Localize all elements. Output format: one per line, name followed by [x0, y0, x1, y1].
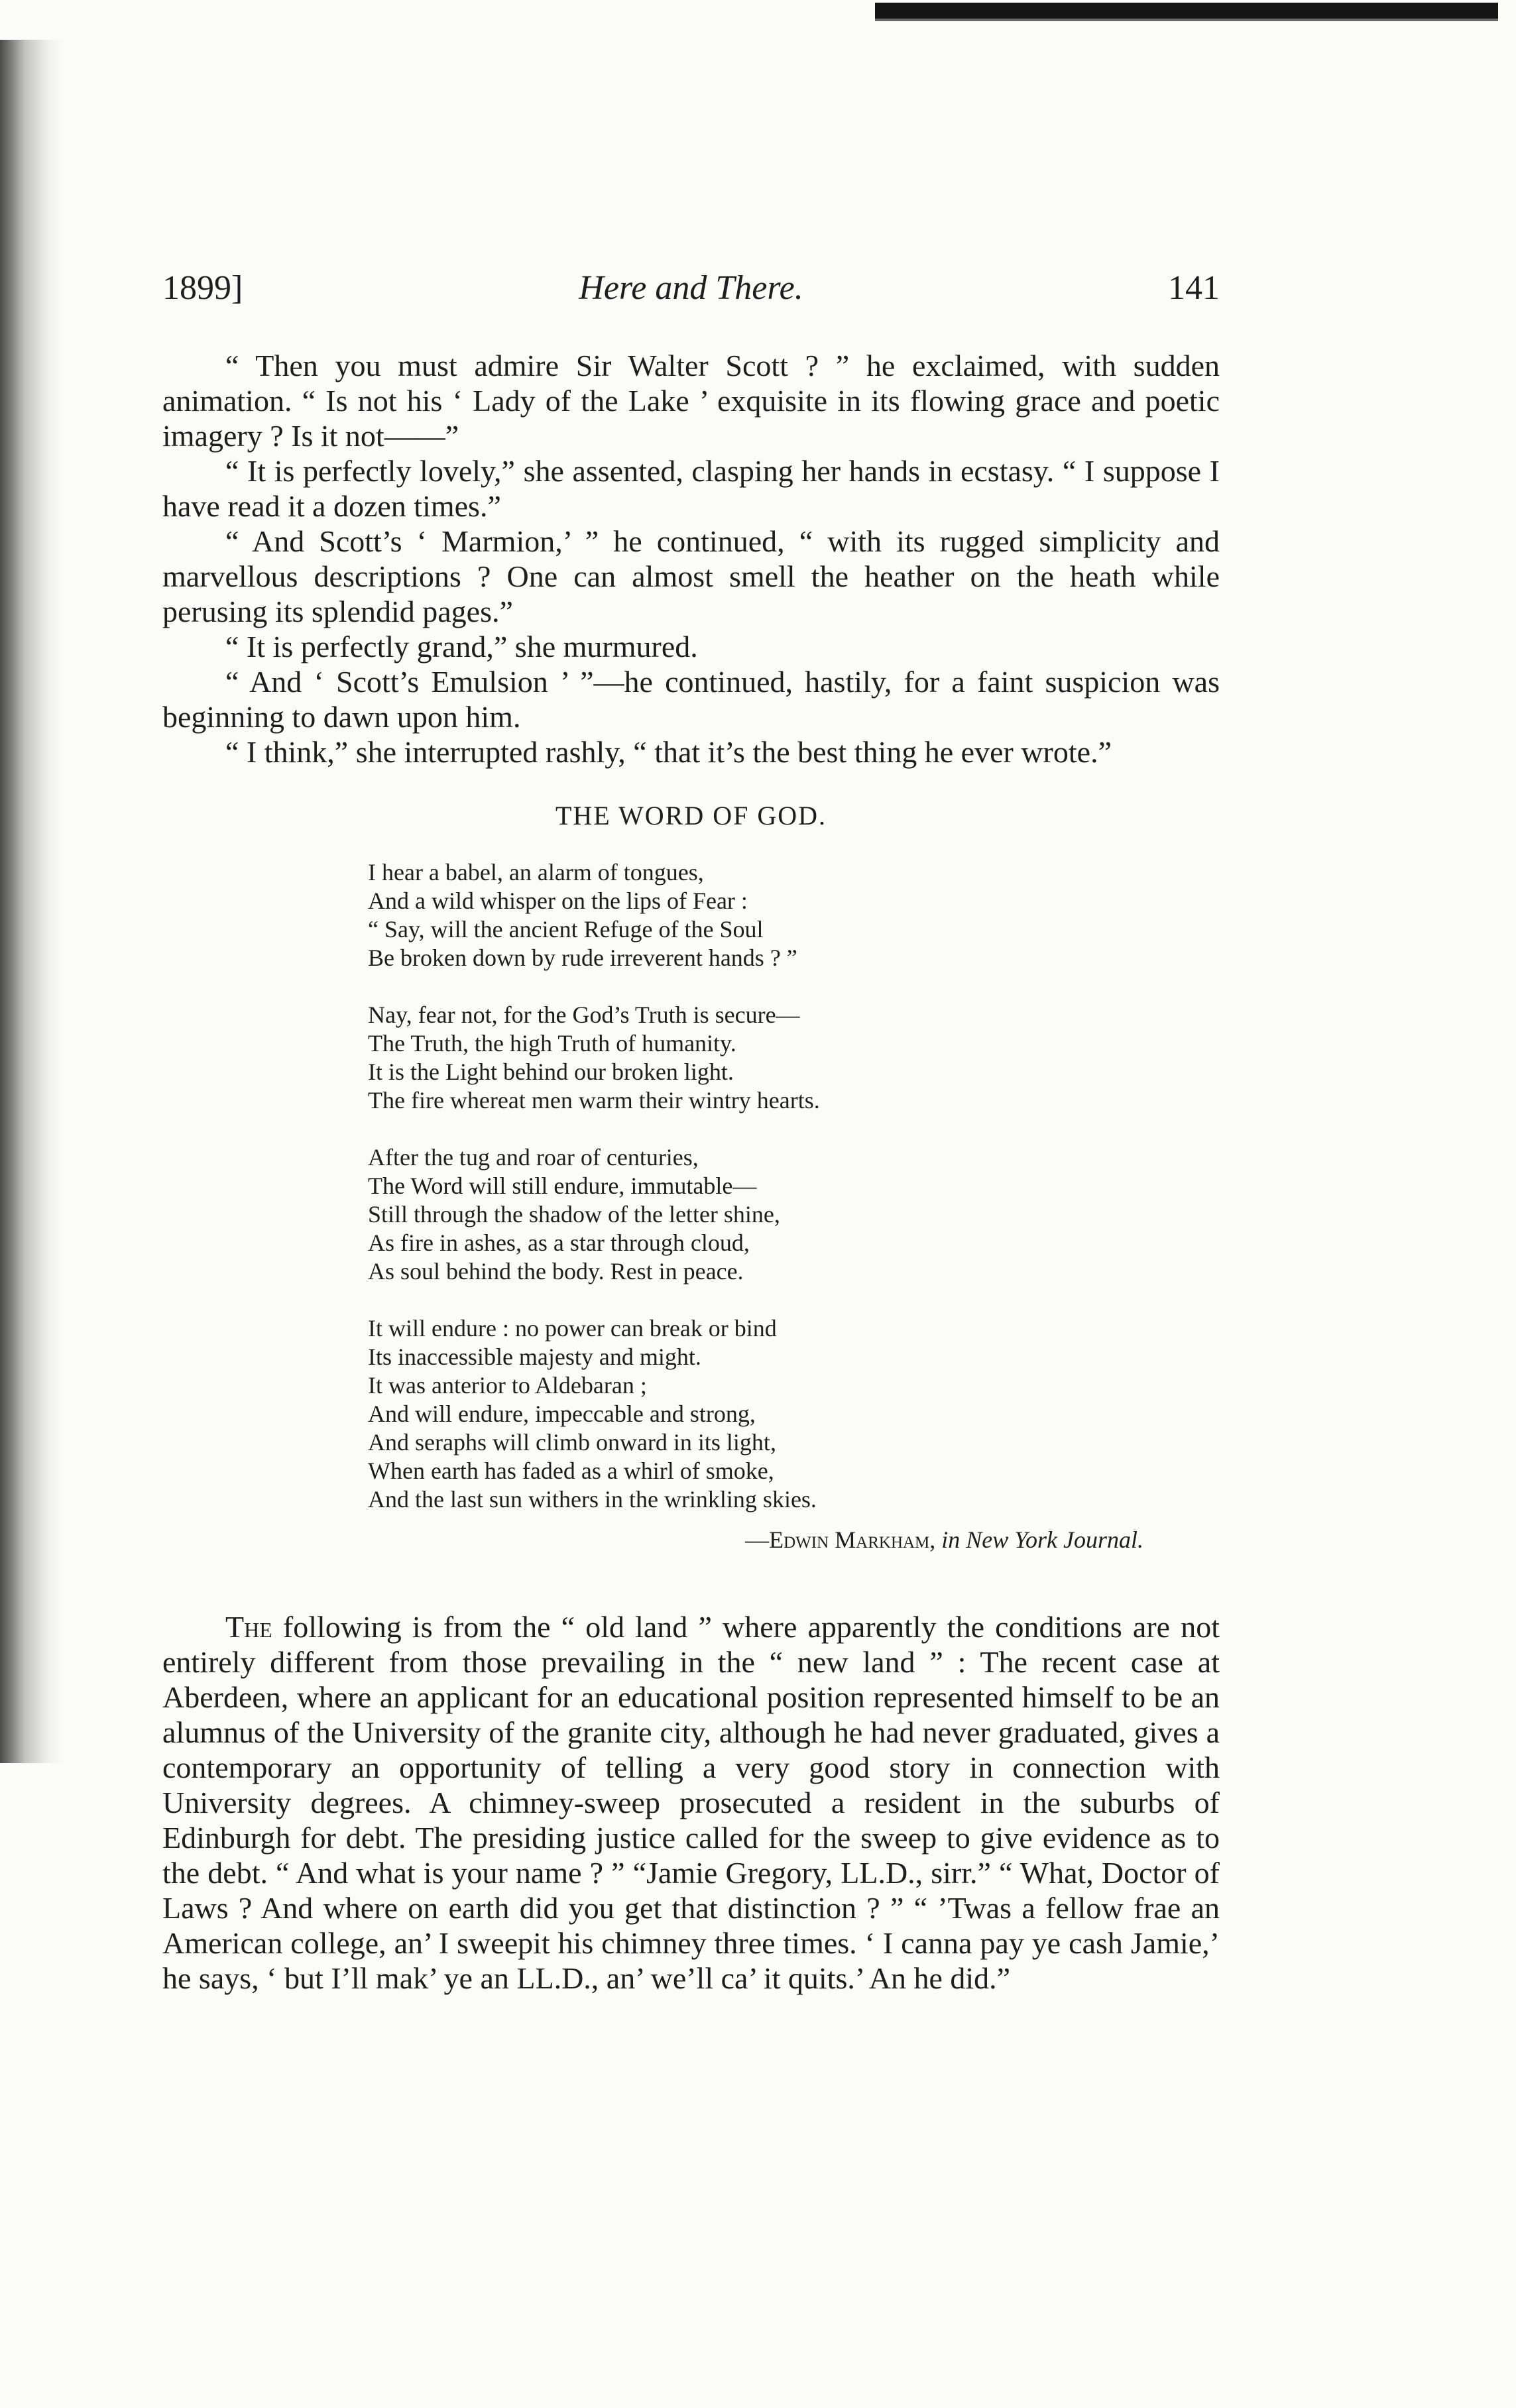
poem-line: When earth has faded as a whirl of smoke, [368, 1458, 774, 1484]
poem-line: As soul behind the body. Rest in peace. [368, 1258, 744, 1285]
poem-line: The fire whereat men warm their wintry hearts. [368, 1087, 820, 1114]
dialogue-paragraph: “ And Scott’s ‘ Marmion,’ ” he continued, “ with its rugged simplicity and marvellous descriptions ? One can almost smell the heather on the heath while perusing its splendid pages.” [162, 524, 1220, 628]
poem-body [368, 858, 1230, 1542]
poem-line: The Word will still endure, immutable— [368, 1173, 757, 1199]
opening-dialogue [162, 348, 1220, 770]
top-rule-shadow [875, 19, 1498, 21]
poem-line: And the last sun withers in the wrinkling skies. [368, 1486, 817, 1513]
closing-paragraph-text [162, 1609, 1220, 1996]
poem-line: And will endure, impeccable and strong, [368, 1401, 756, 1427]
poem-line: And seraphs will climb onward in its light, [368, 1429, 776, 1456]
page-header [162, 268, 1220, 321]
poem-line: “ Say, will the ancient Refuge of the Soul [368, 916, 764, 943]
poem-line: And a wild whisper on the lips of Fear : [368, 888, 748, 914]
page-number: 141 [1168, 269, 1220, 307]
attribution-author: —Edwin Markham, [745, 1526, 936, 1553]
poem-stanza [368, 1314, 1230, 1514]
header-year: 1899] [162, 269, 243, 307]
poem-title: THE WORD OF GOD. [555, 801, 827, 831]
closing-paragraph [162, 1609, 1220, 1996]
attribution-source: in New York Journal. [941, 1526, 1143, 1553]
poem-line: It will endure : no power can break or bind [368, 1315, 777, 1342]
poem-line: The Truth, the high Truth of humanity. [368, 1030, 736, 1057]
binding-edge [0, 40, 63, 1763]
dialogue-paragraph: “ It is perfectly lovely,” she assented, clasping her hands in ecstasy. “ I suppose I have read it a dozen times.” [162, 454, 1220, 523]
poem-line: It is the Light behind our broken light. [368, 1059, 734, 1085]
lead-word: The [225, 1610, 272, 1644]
dialogue-paragraph: “ And ‘ Scott’s Emulsion ’ ”—he continued, hastily, for a faint suspicion was beginning to dawn upon him. [162, 665, 1220, 734]
poem-line: Its inaccessible majesty and might. [368, 1344, 701, 1370]
poem-attribution [368, 1526, 1143, 1554]
dialogue-paragraph: “ I think,” she interrupted rashly, “ that it’s the best thing he ever wrote.” [225, 735, 1112, 769]
poem-line: Be broken down by rude irreverent hands ? ” [368, 945, 797, 971]
poem-stanza [368, 858, 1230, 972]
poem-line: As fire in ashes, as a star through cloud, [368, 1230, 750, 1256]
poem-stanza [368, 1001, 1230, 1115]
dialogue-paragraph: “ It is perfectly grand,” she murmured. [225, 630, 698, 663]
closing-paragraph-body: following is from the “ old land ” where apparently the conditions are not entirely different from those prevailing in the “ new land ” : The recent case at Aberdeen, where an applicant for an educational position represented himself to be an alumnus of the University of the granite city, although he had never graduated, gives a contemporary an opportunity of telling a very good story in connection with University degrees. A chimney-sweep prosecuted a resident in the suburbs of Edinburgh for debt. The presiding justice called for the sweep to give evidence as to the debt. “ And what is your name ? ” “Jamie Gregory, LL.D., sirr.” “ What, Doctor of Laws ? And where on earth did you get that distinction ? ” “ ’Twas a fellow frae an American college, an’ I sweepit his chimney three times. ‘ I canna pay ye cash Jamie,’ he says, ‘ but I’ll mak’ ye an LL.D., an’ we’ll ca’ it quits.’ An he did.” [162, 1610, 1220, 1995]
poem-stanza [368, 1143, 1230, 1286]
poem-line: Nay, fear not, for the God’s Truth is secure— [368, 1002, 800, 1028]
dialogue-paragraph: “ Then you must admire Sir Walter Scott ? ” he exclaimed, with sudden animation. “ Is not his ‘ Lady of the Lake ’ exquisite in its flowing grace and poetic imagery ? Is it not——” [162, 349, 1220, 453]
top-rule [875, 3, 1498, 19]
poem-line: It was anterior to Aldebaran ; [368, 1372, 647, 1399]
running-title: Here and There. [579, 269, 803, 307]
poem-line: Still through the shadow of the letter shine, [368, 1201, 780, 1228]
poem-line: After the tug and roar of centuries, [368, 1144, 699, 1171]
poem-line: I hear a babel, an alarm of tongues, [368, 859, 704, 886]
